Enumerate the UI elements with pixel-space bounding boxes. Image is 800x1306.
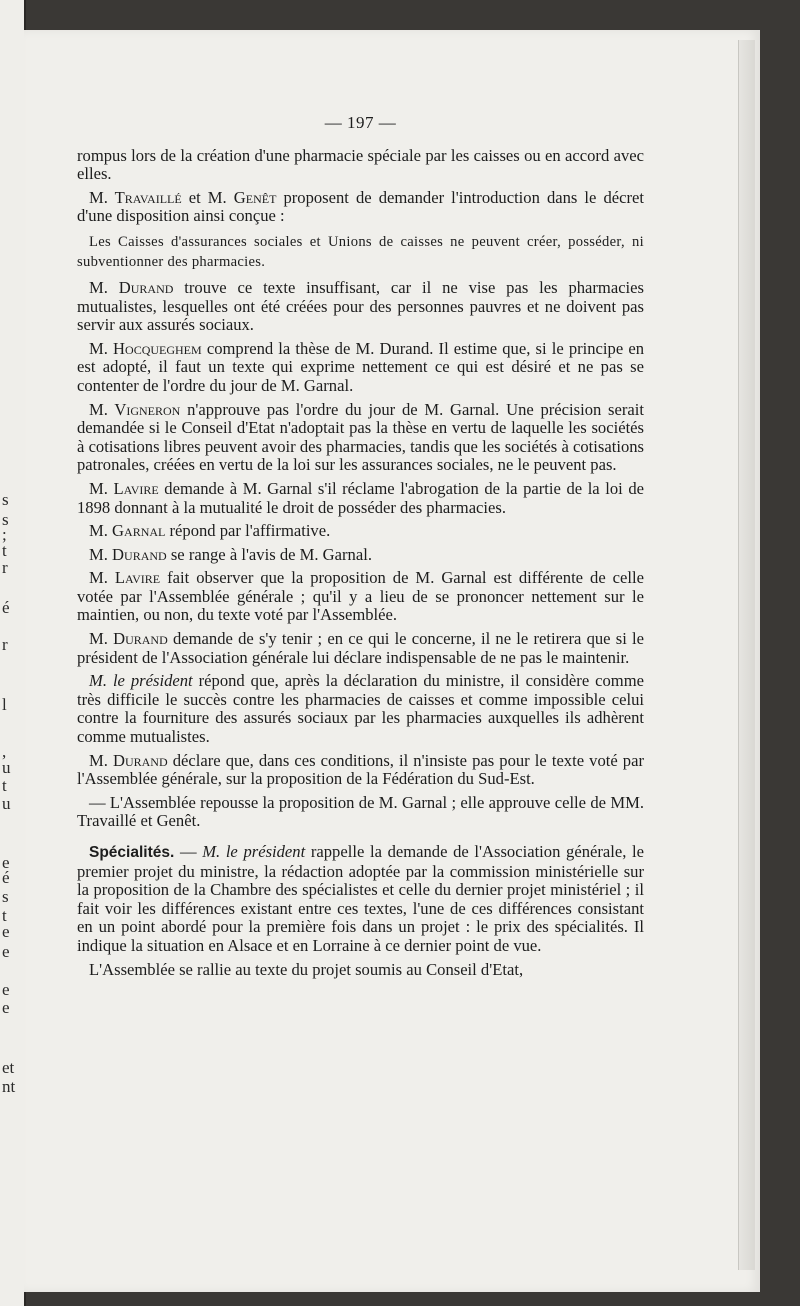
margin-letter: l xyxy=(2,695,7,714)
paragraph-text: se range à l'avis de M. Garnal. xyxy=(166,544,372,564)
section-heading: Spécialités. xyxy=(89,844,175,861)
paragraph-text: trouve ce texte insuffisant, car il ne vise pas les pharmacies mutualistes, lesquelles ont été créées pour des personnes pauvres et ne doivent pas servir aux assurés sociaux. xyxy=(77,277,644,335)
section-paragraph xyxy=(77,843,644,956)
speaker-name: M. Durand xyxy=(89,277,174,297)
margin-letter: r xyxy=(2,635,8,654)
margin-letter: nt xyxy=(2,1077,16,1096)
speaker-name: M. Garnal xyxy=(89,521,166,541)
margin-letter: t xyxy=(2,541,7,560)
margin-letter: u xyxy=(2,758,11,777)
paragraph-text: — xyxy=(174,842,203,861)
paragraph-text: fait observer que la proposition de M. Garnal est différente de celle votée par l'Assemblée générale ; qu'il y a lieu de se prononcer nettement sur le maintien, ou non, du texte voté par l'Assemblée. xyxy=(77,568,644,625)
speaker-name: M. le président xyxy=(89,671,193,691)
quoted-provision: Les Caisses d'assurances sociales et Unions de caisses ne peuvent créer, posséder, ni subventionner des pharmacies. xyxy=(77,233,644,270)
margin-letter: ; xyxy=(2,525,7,544)
paragraph-text: rompus lors de la création d'une pharmacie spéciale par les caisses ou en accord avec elles. xyxy=(77,145,644,184)
paragraph-text: rappelle la demande de l'Association générale, le premier projet du ministre, la rédaction adoptée par la commission ministérielle sur la proposition de la Chambre des spécialistes et celle du dernier projet ministériel ; il fait voir les différences existant entre ces textes, l'une de ces différences consistant en un point abordé pour la première fois dans un projet : le prix des spécialités. Il indique la situation en Alsace et en Lorraine à ce dernier point de vue. xyxy=(77,842,644,955)
paragraph xyxy=(77,340,644,396)
paragraph xyxy=(77,401,644,475)
paragraph-text: n'approuve pas l'ordre du jour de M. Garnal. Une précision serait demandée si le Conseil d'Etat n'adoptait pas la thèse en vertu de laquelle les sociétés à cotisations libres peuvent avoir des pharmacies, tandis que les sociétés à cotisations patronales, créées en vertu de la loi sur les assurances sociales, ne le peuvent pas. xyxy=(77,399,644,475)
speaker-name: M. Durand xyxy=(89,544,167,564)
margin-letter: u xyxy=(2,794,11,813)
margin-letter: é xyxy=(2,598,10,617)
paragraph xyxy=(77,546,644,565)
margin-letter: s xyxy=(2,510,9,529)
speaker-name: M. Lavire xyxy=(89,478,159,498)
margin-letter: e xyxy=(2,942,10,961)
paragraph-text: proposent de demander l'introduction dans le décret d'une disposition ainsi conçue : xyxy=(77,187,644,226)
margin-letter: t xyxy=(2,906,7,925)
paragraph xyxy=(77,522,644,541)
speaker-name: M. le président xyxy=(202,842,306,861)
paragraph xyxy=(77,279,644,335)
paragraph xyxy=(77,630,644,667)
paragraph xyxy=(77,961,644,980)
speaker-name: M. Durand xyxy=(89,629,168,649)
paragraph-text: répond par l'affirmative. xyxy=(165,521,331,541)
margin-letter: t xyxy=(2,776,7,795)
margin-letter: s xyxy=(2,490,9,509)
margin-letter: e xyxy=(2,853,10,872)
speaker-name: M. Travaillé xyxy=(89,187,182,207)
margin-letter: é xyxy=(2,868,10,887)
previous-page-edge xyxy=(0,0,26,1306)
paragraph-text: L'Assemblée se rallie au texte du projet soumis au Conseil d'Etat, xyxy=(89,959,524,979)
page-content xyxy=(77,114,644,984)
paragraph xyxy=(77,672,644,746)
paragraph-text: déclare que, dans ces conditions, il n'insiste pas pour le texte voté par l'Assemblée générale, sur la proposition de la Fédération du Sud-Est. xyxy=(77,750,644,789)
page-number: — 197 — xyxy=(324,113,397,132)
paragraph-text: répond que, après la déclaration du ministre, il considère comme très difficile le succès contre les pharmacies de caisses et comme impossible celui contre la fourniture des assurés sociaux par les pharmacies auxquelles ils adhèrent comme mutualistes. xyxy=(77,671,644,747)
margin-letter: s xyxy=(2,887,9,906)
margin-letter: e xyxy=(2,998,10,1017)
paragraph xyxy=(77,480,644,517)
paragraph xyxy=(77,147,644,184)
speaker-name: M. Hocqueghem xyxy=(89,338,202,358)
speaker-name: M. Durand xyxy=(89,750,168,770)
margin-letter: e xyxy=(2,980,10,999)
margin-letter: r xyxy=(2,558,8,577)
paragraph-text: demande à M. Garnal s'il réclame l'abrogation de la partie de la loi de 1898 donnant à la mutualité le droit de posséder des pharmacies. xyxy=(77,478,644,517)
page-edge xyxy=(738,40,755,1270)
paragraph xyxy=(77,189,644,226)
margin-letter: e xyxy=(2,922,10,941)
margin-letter: , xyxy=(2,742,7,761)
margin-letter: et xyxy=(2,1058,15,1077)
paragraph-text: et M. xyxy=(181,187,234,207)
paragraph-text: — L'Assemblée repousse la proposition de M. Garnal ; elle approuve celle de MM. Travaillé et Genêt. xyxy=(77,792,644,831)
speaker-name: M. Vigneron xyxy=(89,399,181,419)
paragraph xyxy=(77,569,644,625)
paragraph-text: comprend la thèse de M. Durand. Il estime que, si le principe en est adopté, il faut un texte qui exprime nettement ce qui est désiré et ne pas se contenter de l'ordre du jour de M. Garnal. xyxy=(77,338,644,395)
speaker-name: M. Lavire xyxy=(89,568,161,588)
paragraph-text: demande de s'y tenir ; en ce qui le concerne, il ne le retirera que si le président de l'Association générale lui déclare indispensable de ne pas le maintenir. xyxy=(77,629,644,667)
paragraph xyxy=(77,752,644,789)
speaker-name: Genêt xyxy=(233,187,277,207)
paragraph xyxy=(77,794,644,831)
